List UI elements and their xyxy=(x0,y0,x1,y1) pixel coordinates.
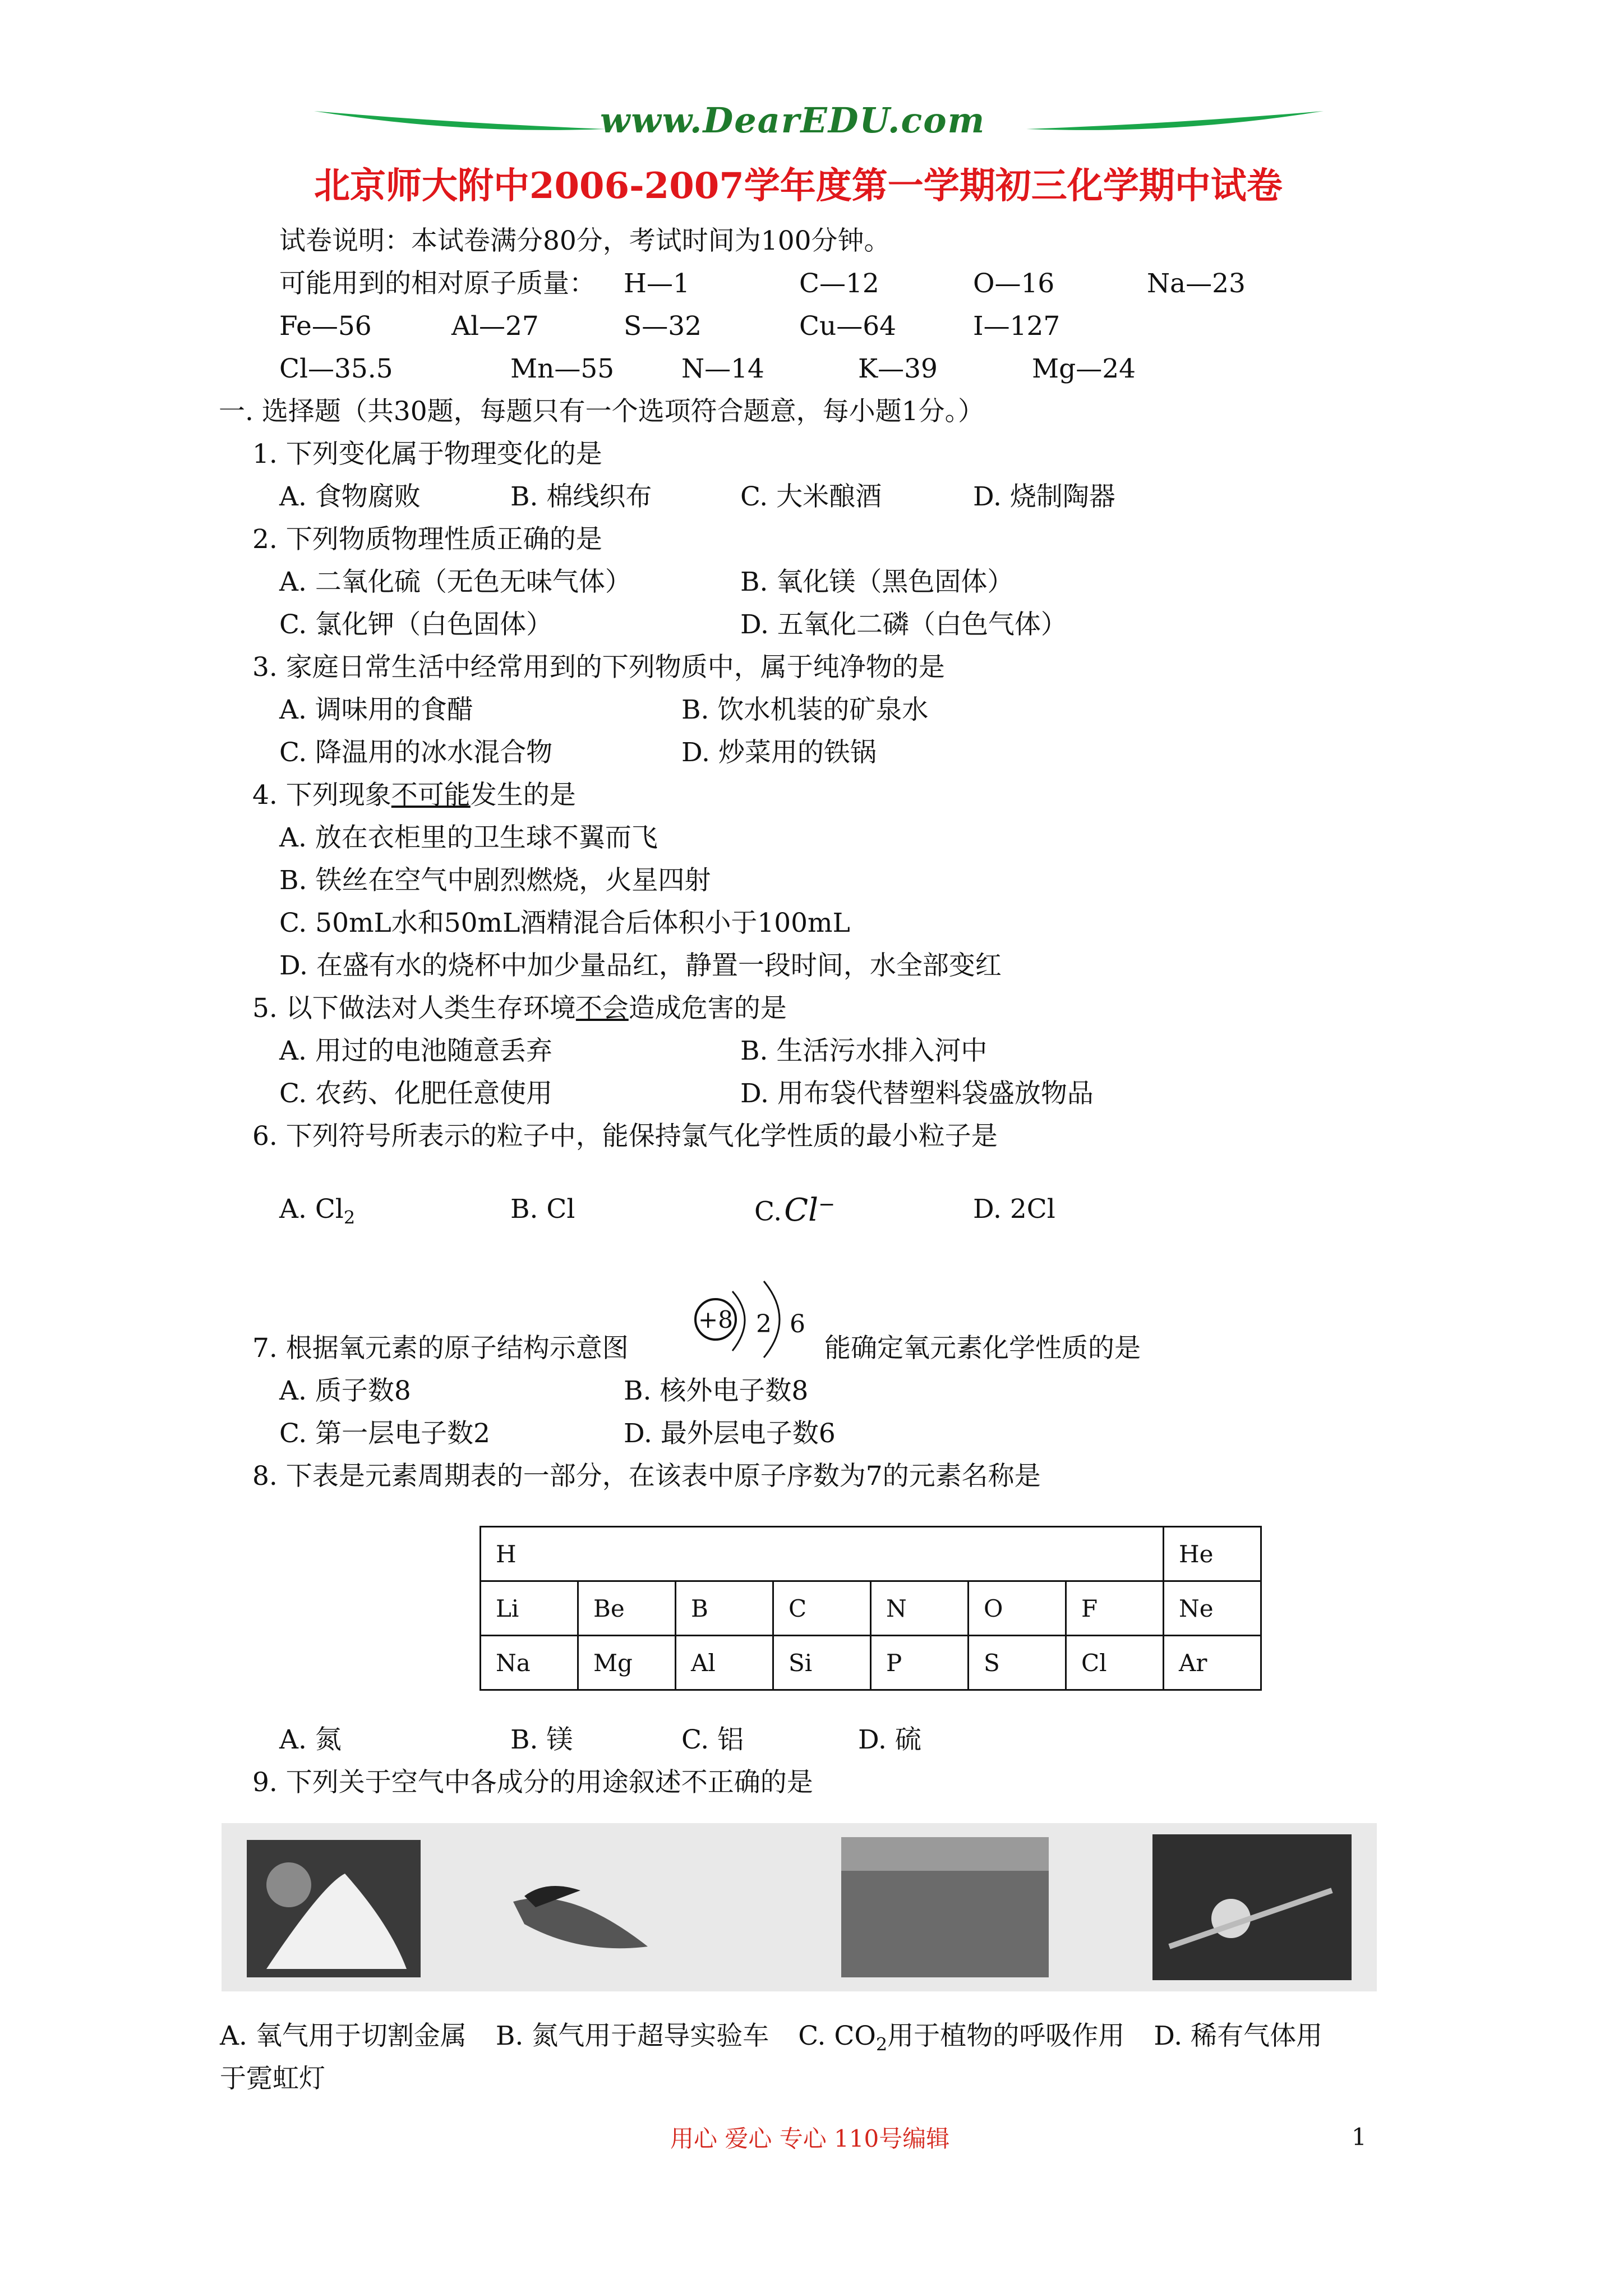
q3-option-c: C. 降温用的冰水混合物 xyxy=(279,737,553,768)
element-cell: Be xyxy=(578,1581,676,1636)
mass-mg: Mg—24 xyxy=(1032,353,1136,384)
header-swoosh-right xyxy=(1026,107,1324,140)
element-cell: F xyxy=(1066,1581,1164,1636)
q5-option-c: C. 农药、化肥任意使用 xyxy=(279,1078,553,1109)
question-7-post: 能确定氧元素化学性质的是 xyxy=(824,1333,1141,1364)
element-cell: N xyxy=(871,1581,969,1636)
element-cell: Ne xyxy=(1164,1581,1261,1636)
q4-stem-pre: 4. 下列现象 xyxy=(252,780,391,811)
q2-option-c: C. 氯化钾（白色固体） xyxy=(279,609,553,640)
element-cell: P xyxy=(871,1636,969,1690)
mass-k: K—39 xyxy=(858,353,938,384)
empty-cell xyxy=(578,1527,1164,1581)
q1-option-a: A. 食物腐败 xyxy=(279,481,421,512)
q5-stem-post: 造成危害的是 xyxy=(628,993,787,1024)
question-8: 8. 下表是元素周期表的一部分，在该表中原子序数为7的元素名称是 xyxy=(252,1461,1041,1492)
photo-neon-lights xyxy=(1152,1834,1352,1980)
question-7-pre: 7. 根据氧元素的原子结构示意图 xyxy=(252,1333,629,1364)
q9-option-c: C. $CO_2$用于植物的呼吸作用 xyxy=(798,2021,1125,2055)
footer-text: 用心 爱心 专心 110号编辑 xyxy=(670,2125,950,2152)
q4-option-a: A. 放在衣柜里的卫生球不翼而飞 xyxy=(279,822,658,853)
question-3: 3. 家庭日常生活中经常用到的下列物质中，属于纯净物的是 xyxy=(252,652,945,683)
q3-option-d: D. 炒菜用的铁锅 xyxy=(681,737,877,768)
q2-option-b: B. 氧化镁（黑色固体） xyxy=(740,567,1014,597)
q6-option-c: C.Cl− xyxy=(754,1191,836,1228)
element-cell: Cl xyxy=(1066,1636,1164,1690)
table-row xyxy=(481,1636,1261,1690)
q7-option-b: B. 核外电子数8 xyxy=(624,1375,809,1406)
q9-option-b: B. 氮气用于超导实验车 xyxy=(495,2021,769,2051)
section-heading: 一. 选择题（共30题，每题只有一个选项符合题意，每小题1分。） xyxy=(219,396,985,427)
mass-c: C—12 xyxy=(799,268,879,299)
q6-option-a: A. $Cl_2$ xyxy=(279,1194,356,1228)
element-cell: Mg xyxy=(578,1636,676,1690)
q7-option-a: A. 质子数8 xyxy=(279,1375,411,1406)
q1-option-c: C. 大米酿酒 xyxy=(740,481,882,512)
q6-option-d: D. 2Cl xyxy=(973,1194,1055,1225)
element-cell: B xyxy=(676,1581,773,1636)
shell-1-electrons: 2 xyxy=(756,1310,772,1338)
q4-stem-emphasis: 不可能 xyxy=(391,780,471,811)
periodic-table-fragment xyxy=(479,1526,1262,1691)
q5-stem-pre: 5. 以下做法对人类生存环境 xyxy=(252,993,576,1024)
question-6: 6. 下列符号所表示的粒子中，能保持氯气化学性质的最小粒子是 xyxy=(252,1121,998,1152)
mass-n: N—14 xyxy=(681,353,764,384)
q1-option-d: D. 烧制陶器 xyxy=(973,481,1115,512)
question-9: 9. 下列关于空气中各成分的用途叙述不正确的是 xyxy=(252,1767,813,1798)
q5-option-a: A. 用过的电池随意丢弃 xyxy=(279,1036,552,1066)
photo-plants xyxy=(841,1837,1049,1977)
brand-logo: www.DearEDU.com xyxy=(600,100,986,141)
question-2: 2. 下列物质物理性质正确的是 xyxy=(252,524,602,555)
mass-al: Al—27 xyxy=(451,311,539,342)
q3-option-a: A. 调味用的食醋 xyxy=(279,694,473,725)
q4-option-d: D. 在盛有水的烧杯中加少量品红，静置一段时间，水全部变红 xyxy=(279,950,1002,981)
question-5 xyxy=(252,992,787,1025)
mass-cu: Cu—64 xyxy=(799,311,897,342)
mass-cl: Cl—35.5 xyxy=(279,353,393,384)
exam-instructions: 试卷说明：本试卷满分80分，考试时间为100分钟。 xyxy=(279,226,891,256)
q6-option-b: B. Cl xyxy=(510,1194,575,1225)
shell-arc-1 xyxy=(732,1291,745,1351)
q4-stem-post: 发生的是 xyxy=(470,780,576,811)
q2-option-d: D. 五氧化二磷（白色气体） xyxy=(740,609,1067,640)
element-cell: S xyxy=(969,1636,1066,1690)
element-cell: Si xyxy=(773,1636,871,1690)
element-cell: C xyxy=(773,1581,871,1636)
mass-h: H—1 xyxy=(624,268,690,299)
element-cell: O xyxy=(969,1581,1066,1636)
q8-option-a: A. 氮 xyxy=(279,1724,342,1755)
element-cell: Ar xyxy=(1164,1636,1261,1690)
q2-option-a: A. 二氧化硫（无色无味气体） xyxy=(279,567,631,597)
table-row xyxy=(481,1527,1261,1581)
mass-fe: Fe—56 xyxy=(279,311,372,342)
nucleus-charge: +8 xyxy=(698,1306,733,1333)
page-number: 1 xyxy=(1352,2123,1367,2151)
q9-option-a: A. 氧气用于切割金属 xyxy=(220,2021,467,2051)
mass-o: O—16 xyxy=(973,268,1055,299)
q1-option-b: B. 棉线织布 xyxy=(510,481,652,512)
element-cell: Al xyxy=(676,1636,773,1690)
mass-s: S—32 xyxy=(624,311,702,342)
mass-na: Na—23 xyxy=(1147,268,1246,299)
q9-options xyxy=(220,2019,1322,2061)
q9-option-d-continued: 于霓虹灯 xyxy=(220,2063,325,2094)
q4-option-b: B. 铁丝在空气中剧烈燃烧，火星四射 xyxy=(279,865,711,896)
q9-option-d: D. 稀有气体用 xyxy=(1154,2021,1323,2051)
table-row xyxy=(481,1581,1261,1636)
header-swoosh-left xyxy=(314,107,606,140)
q5-stem-emphasis: 不会 xyxy=(575,993,629,1024)
q3-option-b: B. 饮水机装的矿泉水 xyxy=(681,694,929,725)
mass-i: I—127 xyxy=(973,311,1061,342)
question-1: 1. 下列变化属于物理变化的是 xyxy=(252,439,602,470)
element-cell: H xyxy=(481,1527,578,1581)
q8-option-c: C. 铝 xyxy=(681,1724,744,1755)
element-cell: He xyxy=(1164,1527,1261,1581)
element-cell: Na xyxy=(481,1636,578,1690)
q4-option-c: C. 50mL水和50mL酒精混合后体积小于100mL xyxy=(279,908,850,938)
atomic-mass-label: 可能用到的相对原子质量： xyxy=(279,268,596,299)
q7-option-c: C. 第一层电子数2 xyxy=(279,1418,491,1449)
q8-option-b: B. 镁 xyxy=(510,1724,573,1755)
q5-option-b: B. 生活污水排入河中 xyxy=(740,1036,988,1066)
question-4 xyxy=(252,779,576,812)
photo-strip xyxy=(222,1823,1377,1991)
q7-option-d: D. 最外层电子数6 xyxy=(624,1418,836,1449)
q5-option-d: D. 用布袋代替塑料袋盛放物品 xyxy=(740,1078,1094,1109)
page-title: 北京师大附中2006-2007学年度第一学期初三化学期中试卷 xyxy=(314,165,1283,207)
element-cell: Li xyxy=(481,1581,578,1636)
q8-option-d: D. 硫 xyxy=(858,1724,921,1755)
photo-cutting-metal xyxy=(247,1840,421,1977)
shell-2-electrons: 6 xyxy=(790,1310,805,1338)
oxygen-atom-diagram xyxy=(684,1257,819,1363)
mass-mn: Mn—55 xyxy=(510,353,615,384)
